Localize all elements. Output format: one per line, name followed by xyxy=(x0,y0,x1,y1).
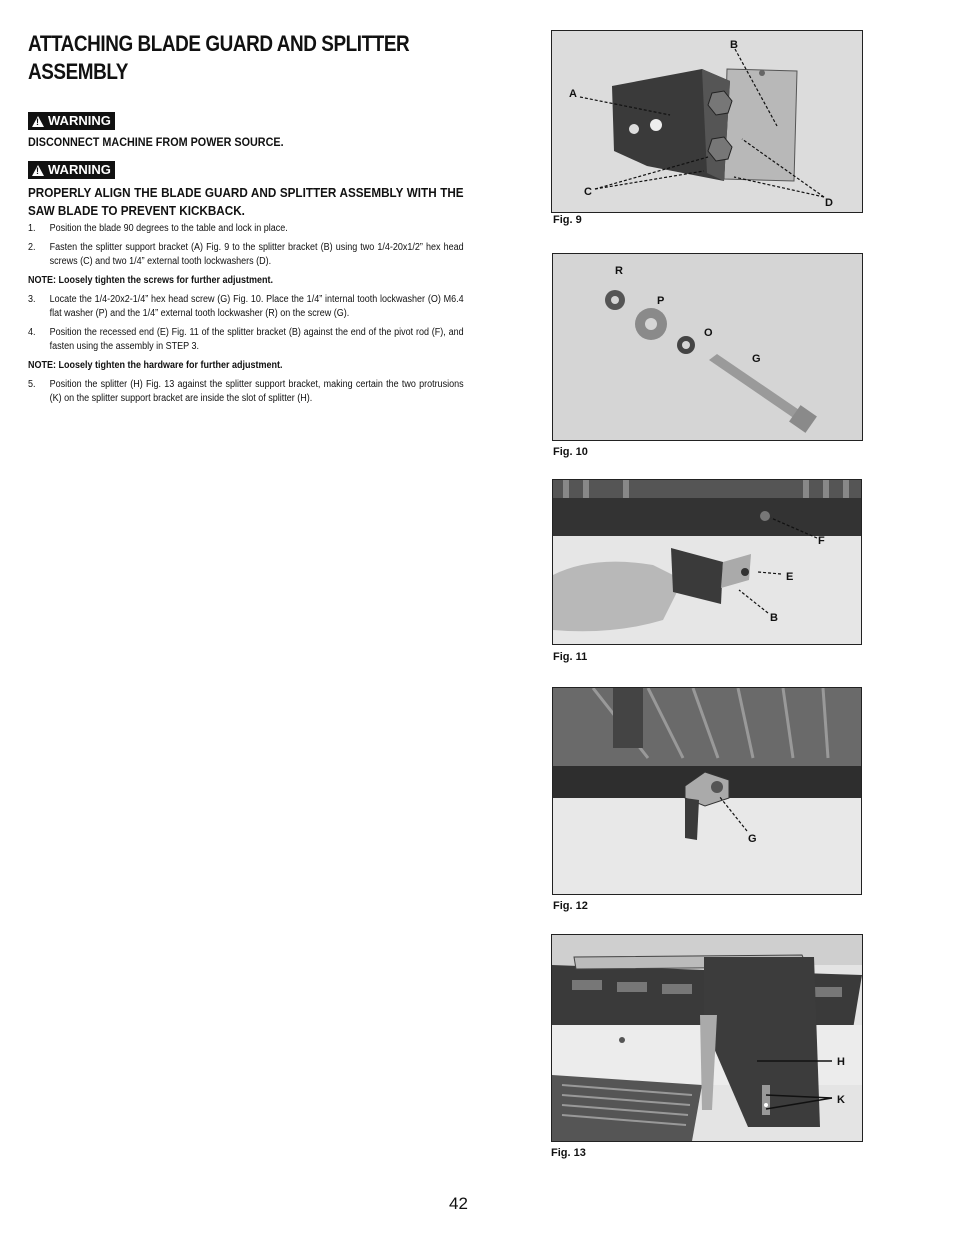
figure-9-photo xyxy=(551,30,863,213)
callout-d: D xyxy=(825,197,833,209)
warning-badge xyxy=(28,161,115,179)
warning-label: WARNING xyxy=(48,113,111,128)
figure-caption: Fig. 13 xyxy=(551,1147,586,1159)
callout-r: R xyxy=(615,265,623,277)
callout-f: F xyxy=(818,535,825,547)
warning-label: WARNING xyxy=(48,162,111,177)
warning-icon xyxy=(32,165,44,176)
figure-caption: Fig. 9 xyxy=(553,214,582,226)
warning-badge xyxy=(28,112,115,130)
note: NOTE: Loosely tighten the screws for further adjustment. xyxy=(28,275,274,286)
step-text: Position the splitter (H) Fig. 13 against the splitter support bracket, making certain the two protrusions (K) on the splitter support bracket are inside the slot of splitter (H). xyxy=(49,379,464,404)
figure-11-photo xyxy=(552,479,862,645)
figure-caption: Fig. 12 xyxy=(553,900,588,912)
step-number: 1. xyxy=(28,223,36,234)
step-number: 5. xyxy=(28,379,36,390)
callout-e: E xyxy=(786,571,794,583)
instruction-list xyxy=(28,222,464,411)
list-item xyxy=(28,378,464,406)
callout-b: B xyxy=(730,39,738,51)
callout-b: B xyxy=(770,612,778,624)
list-item xyxy=(28,293,464,321)
list-item xyxy=(28,326,464,354)
figure-caption: Fig. 11 xyxy=(553,651,588,663)
step-text: Position the blade 90 degrees to the table and lock in place. xyxy=(49,223,288,234)
callout-p: P xyxy=(657,295,665,307)
disconnect-notice: DISCONNECT MACHINE FROM POWER SOURCE. xyxy=(28,135,284,149)
step-number: 4. xyxy=(28,327,36,338)
callout-c: C xyxy=(584,186,592,198)
step-text: Position the recessed end (E) Fig. 11 of the splitter bracket (B) against the end of the pivot rod (F), and fasten using the assembly in STEP 3. xyxy=(49,327,464,352)
figure-13-photo xyxy=(551,934,863,1142)
alignment-warning: PROPERLY ALIGN THE BLADE GUARD AND SPLITTER ASSEMBLY WITH THE SAW BLADE TO PREVENT KICKBACK. xyxy=(28,185,464,218)
step-number: 3. xyxy=(28,294,36,305)
page-number: 42 xyxy=(449,1194,468,1213)
callout-g: G xyxy=(752,353,761,365)
figure-12-photo xyxy=(552,687,862,895)
callout-a: A xyxy=(569,88,577,100)
figure-10-photo xyxy=(552,253,863,441)
warning-icon xyxy=(32,116,44,127)
page-title: ATTACHING BLADE GUARD AND SPLITTER ASSEMBLY xyxy=(28,31,410,84)
callout-k: K xyxy=(837,1094,845,1106)
callout-h: H xyxy=(837,1056,845,1068)
list-item xyxy=(28,222,464,236)
callout-o: O xyxy=(704,327,713,339)
note: NOTE: Loosely tighten the hardware for further adjustment. xyxy=(28,360,283,371)
step-number: 2. xyxy=(28,242,36,253)
list-item xyxy=(28,241,464,269)
figure-caption: Fig. 10 xyxy=(553,446,588,458)
step-text: Locate the 1/4-20x2-1/4” hex head screw (G) Fig. 10. Place the 1/4” internal tooth lockwasher (O) M6.4 flat washer (P) and the 1/4” external tooth lockwasher (R) on the screw (G). xyxy=(49,294,464,319)
step-text: Fasten the splitter support bracket (A) Fig. 9 to the splitter bracket (B) using two 1/4-20x1/2” hex head screws (C) and two 1/4” external tooth lockwashers (D). xyxy=(49,242,464,267)
callout-g: G xyxy=(748,833,757,845)
